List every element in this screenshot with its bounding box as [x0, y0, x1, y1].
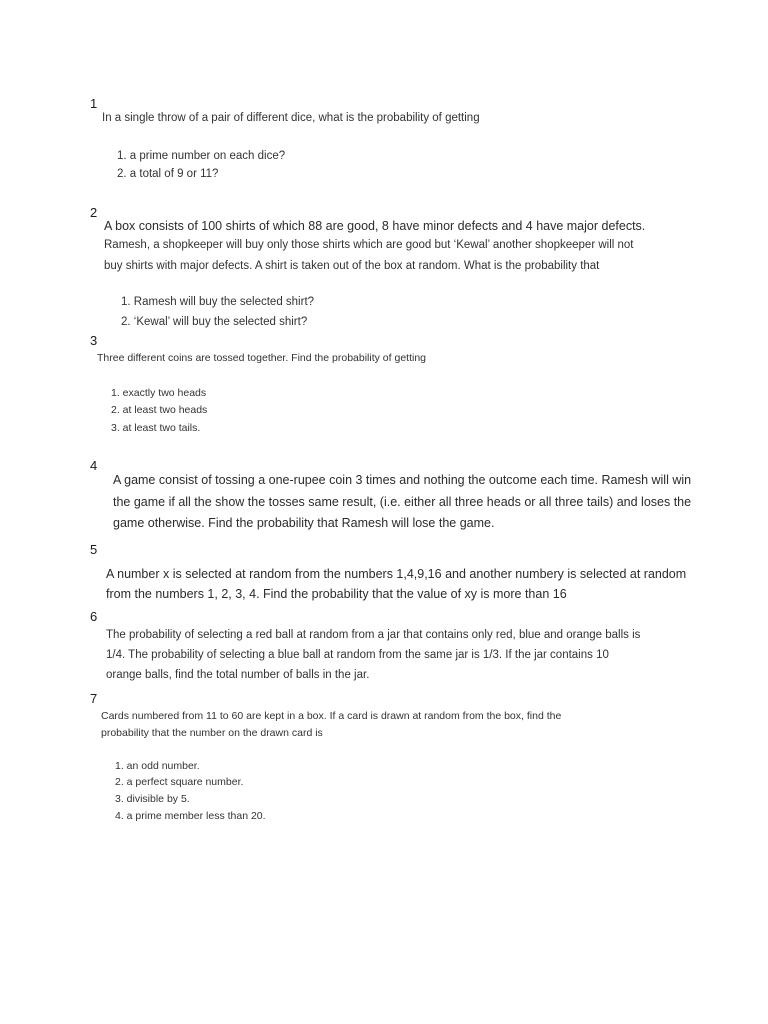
question-item: 1. Ramesh will buy the selected shirt?: [121, 296, 315, 308]
question-text-line: Cards numbered from 11 to 60 are kept in a box. If a card is drawn at random from the box, find the: [101, 710, 562, 722]
question-text-line: game otherwise. Find the probability that Ramesh will lose the game.: [113, 516, 495, 530]
question-text-line: the game if all the show the tosses same result, (i.e. either all three heads or all three tails) and loses the: [113, 495, 692, 509]
question-item: 1. an odd number.: [115, 760, 200, 772]
question-item: 3. at least two tails.: [111, 422, 201, 434]
question-item: 3. divisible by 5.: [115, 793, 190, 805]
question-text-line: A box consists of 100 shirts of which 88 are good, 8 have minor defects and 4 have major defects.: [104, 219, 646, 233]
question-text-line: Ramesh, a shopkeeper will buy only those shirts which are good but ‘Kewal’ another shopkeeper will not: [104, 239, 634, 251]
question-text-line: Three different coins are tossed together. Find the probability of getting: [97, 352, 427, 364]
question-item: 1. exactly two heads: [111, 387, 207, 399]
question-number: 6: [90, 609, 98, 624]
question-number: 2: [90, 205, 98, 220]
question-text-line: probability that the number on the drawn card is: [101, 727, 323, 739]
question-text-line: buy shirts with major defects. A shirt is taken out of the box at random. What is the probability that: [104, 260, 600, 272]
question-number: 4: [90, 458, 98, 473]
question-item: 2. a total of 9 or 11?: [117, 168, 219, 180]
question-item: 2. at least two heads: [111, 404, 208, 416]
question-text-line: orange balls, find the total number of balls in the jar.: [106, 669, 370, 681]
question-text-line: 1/4. The probability of selecting a blue ball at random from the same jar is 1/3. If the jar contains 10: [106, 649, 609, 661]
question-item: 2. a perfect square number.: [115, 776, 244, 788]
question-number: 1: [90, 96, 98, 111]
question-text-line: In a single throw of a pair of different dice, what is the probability of getting: [102, 112, 480, 124]
question-number: 7: [90, 691, 98, 706]
question-number: 5: [90, 542, 98, 557]
question-text-line: A number x is selected at random from the numbers 1,4,9,16 and another numbery is selected at random: [106, 567, 687, 581]
question-item: 2. ‘Kewal’ will buy the selected shirt?: [121, 316, 308, 328]
question-text-line: The probability of selecting a red ball at random from a jar that contains only red, blue and orange balls is: [106, 629, 641, 641]
question-text-line: from the numbers 1, 2, 3, 4. Find the probability that the value of xy is more than 16: [106, 587, 567, 601]
question-text-line: A game consist of tossing a one-rupee coin 3 times and nothing the outcome each time. Ramesh will win: [113, 473, 692, 487]
question-number: 3: [90, 333, 98, 348]
question-item: 1. a prime number on each dice?: [117, 150, 286, 162]
question-item: 4. a prime member less than 20.: [115, 810, 266, 822]
